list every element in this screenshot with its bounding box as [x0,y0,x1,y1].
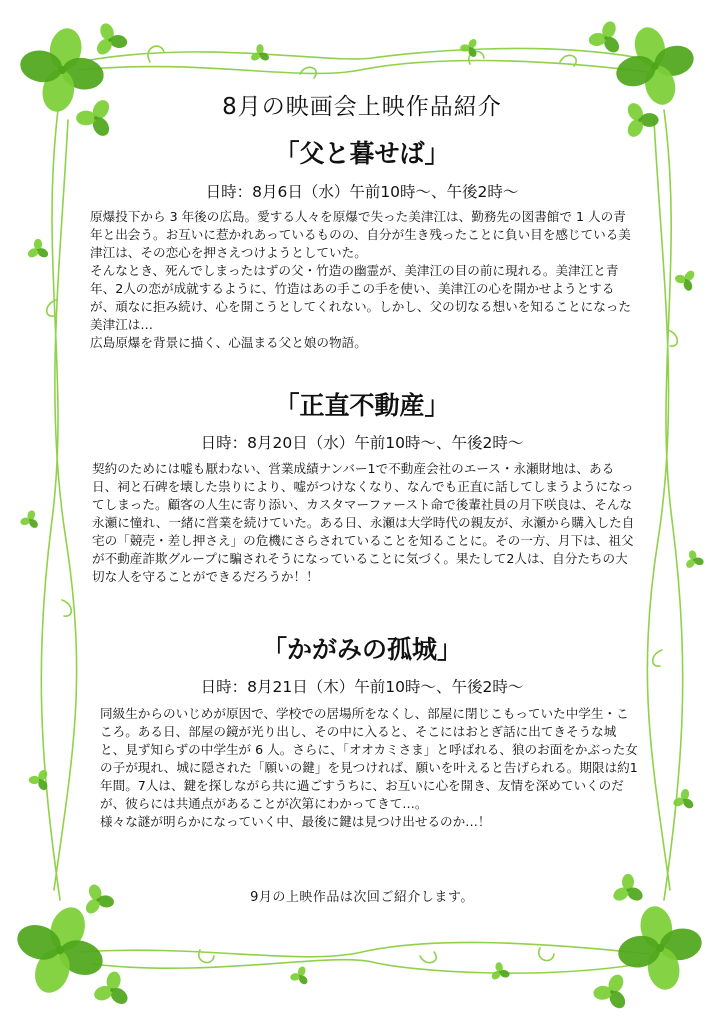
synopsis-paragraph: 広島原爆を背景に描く、心温まる父と娘の物語。 [90,335,367,350]
film-synopsis-3 [100,705,640,831]
clover-icon [457,34,484,60]
film-date-3: 日時：8月21日（木）午前10時～、午後2時～ [200,678,524,696]
clover-icon [87,17,132,59]
clover-icon [25,764,55,793]
clover-icon [671,264,702,295]
clover-icon [287,963,313,987]
film-title-1: 「父と暮せば」 [274,139,450,168]
clover-icon [18,508,43,531]
film-date-1: 日時：8月6日（水）午前10時～、午後2時～ [205,183,519,201]
clover-icon [90,968,134,1008]
film-title-2: 「正直不動産」 [274,391,450,420]
clover-icon [26,239,49,259]
synopsis-paragraph: 同級生からのいじめが原因で、学校での居場所をなくし、部屋に閉じこもっていた中学生・こころ。ある日、部屋の鏡が光り出し、その中に入ると、そこにはおとぎ話に出てきそうな城と、見ず知らずの中学生が 6 人。さらに、「オオカミさま」と呼ばれる、狼のお面をかぶった女の子が現れ、城に隠された「願いの鍵」を見つければ、願いを叶えると告げられる。期限は約1年間。7人は、鍵を探しながら共に過ごすうちに、お互いに心を開き、友情を深めていくのだが、彼らには共通点があることが次第にわかってきて…。 [100,706,638,811]
clover-icon [681,548,706,571]
page-title: 8月の映画会上映作品紹介 [222,94,502,120]
synopsis-paragraph: 原爆投下から 3 年後の広島。愛する人々を原爆で失った美津江は、勤務先の図書館で 1 人の青年と出会う。お互いに惹かれあっているものの、自分が生き残ったことに負い目を感じている美津江は、その恋心を押さえつけようとしていた。 [90,209,631,260]
clover-icon [588,967,638,1014]
film-synopsis-2 [92,460,638,586]
clover-icon [488,960,512,981]
film-title-3: 「かがみの孤城」 [261,635,462,664]
synopsis-paragraph: そんなとき、死んでしまったはずの父・竹造の幽霊が、美津江の目の前に現れる。美津江と青年、2人の恋が成就するように、竹造はあの手この手を使い、美津江の心を開かせようとするが、頑なに拒み続け、心を開こうとしてくれない。しかし、父の切なる想いを知ることになった美津江は… [90,263,632,332]
film-synopsis-1 [90,208,636,352]
synopsis-paragraph: 契約のためには嘘も厭わない、営業成績ナンバー1で不動産会社のエース・永瀬財地は、ある日、祠と石碑を壊した祟りにより、嘘がつけなくなり、なんでも正直に話してしまうようになってしまった。顧客の人生に寄り添い、カスタマーファースト命で後輩社員の月下咲良は、そんな永瀬に憧れ、一緒に営業を続けていた。ある日、永瀬は大学時代の親友が、永瀬から購入した自宅の「競売・差し押さえ」の危機にさらされていることを知ることに。その一方、月下は、祖父が不動産詐欺グループに騙されそうになっていることに気づく。果たして2人は、自分たちの大切な人を守ることができるだろうか！！ [92,461,635,584]
synopsis-paragraph: 様々な謎が明らかになっていく中、最後に鍵は見つけ出せるのか…！ [100,814,491,829]
footer-note: 9月の上映作品は次回ご紹介します。 [250,890,474,905]
clover-icon [611,899,709,997]
film-date-2: 日時：8月20日（水）午前10時～、午後2時～ [200,434,524,452]
